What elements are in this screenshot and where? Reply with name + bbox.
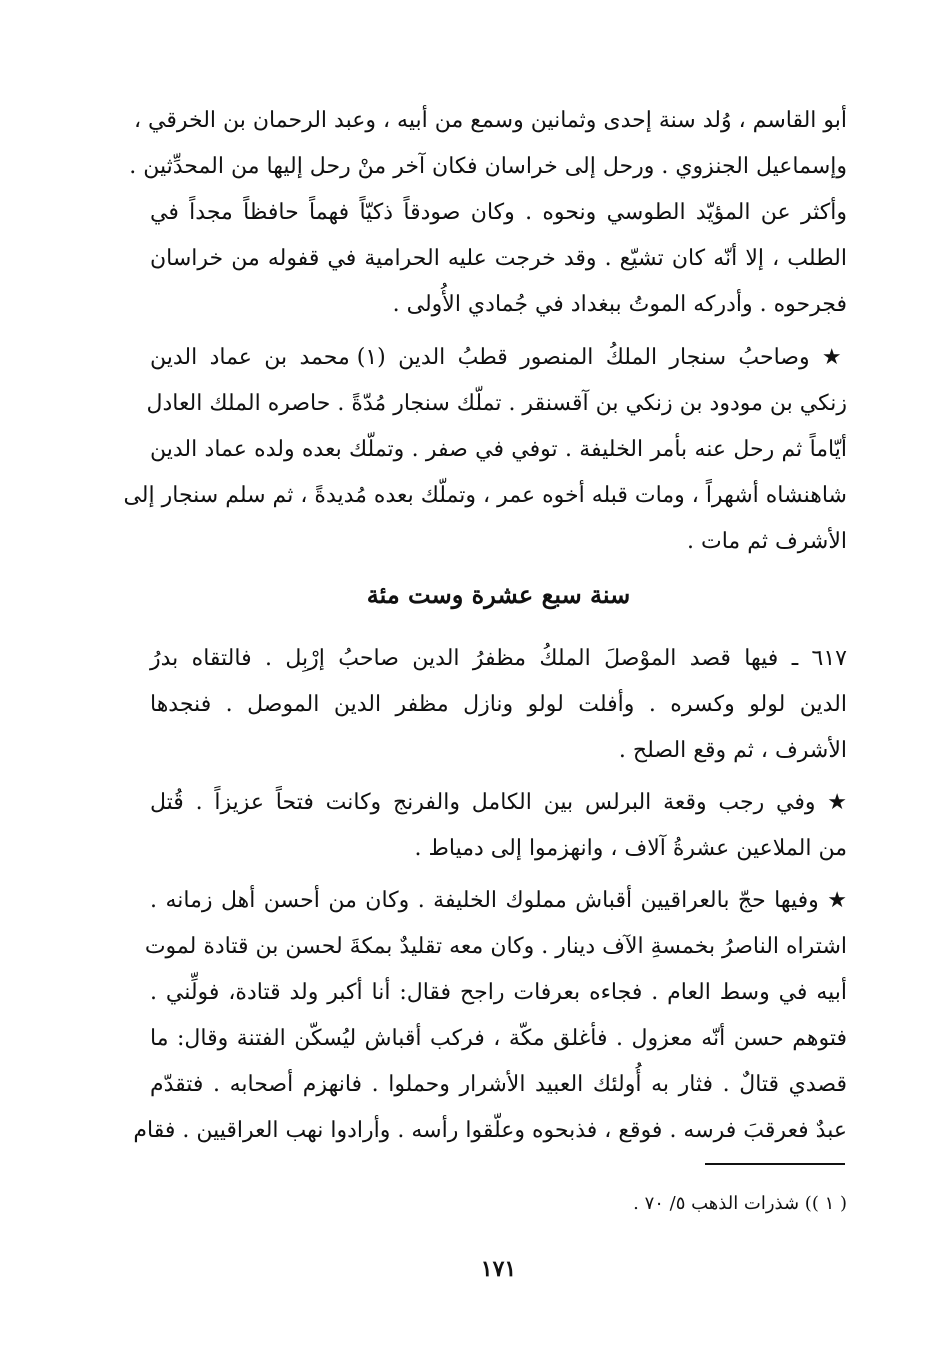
paragraph-2 — [123, 335, 847, 565]
text-line: من الملاعين عشرةُ آلاف ، وانهزموا إلى دمياط . — [414, 836, 847, 861]
section-heading: سنة سبع عشرة وست مئة — [366, 580, 631, 609]
paragraph-1 — [129, 98, 847, 328]
paragraph-4 — [150, 780, 847, 872]
text-line: ★ وفيها حجّ بالعراقيين أقباش مملوك الخليفة . وكان من أحسن أهل زمانه . — [150, 888, 847, 913]
text-line: قصدي قتالٌ . فثار به أُولئك العبيد الأشرار وحملوا . فانهزم أصحابه . فتقدّم — [150, 1072, 847, 1097]
page-number: ١٧١ — [480, 1256, 517, 1282]
text-line: الطلب ، إلا أنّه كان تشيّع . وقد خرجت عليه الحرامية في قفوله من خراسان — [150, 246, 847, 271]
text-line: وإسماعيل الجنزوي . ورحل إلى خراسان فكان آخر منْ رحل إليها من المحدِّثين . — [129, 154, 847, 179]
text-line: عبدٌ فعرقبَ فرسه . فوقع ، فذبحوه وعلّقوا رأسه . وأرادوا نهب العراقيين . فقام — [133, 1118, 847, 1143]
paragraph-3 — [150, 636, 847, 774]
paragraph-5 — [133, 878, 847, 1154]
text-line: اشتراه الناصرُ بخمسةِ الآف دينار . وكان معه تقليدٌ بمكةَ لحسن بن قتادة لموت — [144, 934, 847, 959]
text-line: شاهنشاه أشهراً ، ومات قبله أخوه عمر ، وتملّك بعده مُديدةً ، ثم سلم سنجار إلى — [123, 483, 847, 508]
footnote: ( ١ )) شذرات الذهب ٥/ ٧٠ . — [633, 1193, 847, 1214]
text-line: ★ وفي رجب وقعة البرلس بين الكامل والفرنج وكانت فتحاً عزيزاً . قُتل — [150, 790, 847, 815]
text-line: الأشرف ثم مات . — [687, 529, 847, 554]
text-line: فجرحوه . وأدركه الموتُ ببغداد في جُمادي الأُولى . — [392, 292, 847, 317]
text-line: ٦١٧ ـ فيها قصد الموْصلَ الملكُ مظفرُ الدين صاحبُ إرْبِل . فالتقاه بدرُ — [150, 646, 847, 671]
text-line: أبيه في وسط العام . فجاءه بعرفات راجح فقال: أنا أكبر ولد قتادة، فولِّني . — [150, 980, 847, 1005]
text-line: وأكثر عن المؤيّد الطوسي ونحوه . وكان صودقاً ذكيّاً فهماً حافظاً مجداً في — [150, 200, 847, 225]
text-line: الدين لولو وكسره . وأفلت لولو ونازل مظفر الدين الموصل . فنجدها — [150, 692, 847, 717]
text-line: أبو القاسم ، وُلد سنة إحدى وثمانين وسمع من أبيه ، وعبد الرحمان بن الخرقي ، — [133, 108, 847, 133]
text-line: فتوهم حسن أنّه معزول . فأغلق مكّة ، فركب أقباش ليُسكّن الفتنة وقال: ما — [150, 1026, 847, 1051]
text-line: الأشرف ، ثم وقع الصلح . — [618, 738, 847, 763]
text-line: أيّاماً ثم رحل عنه بأمر الخليفة . توفي في صفر . وتملّك بعده ولده عماد الدين — [150, 437, 847, 462]
text-line: زنكي بن مودود بن زنكي بن آقسنقر . تملّك سنجار مُدّةً . حاصره الملك العادل — [146, 391, 847, 416]
footnote-separator — [705, 1163, 845, 1165]
text-line: ★ وصاحبُ سنجار الملكُ المنصور قطبُ الدين (١) محمد بن عماد الدين — [150, 345, 847, 370]
